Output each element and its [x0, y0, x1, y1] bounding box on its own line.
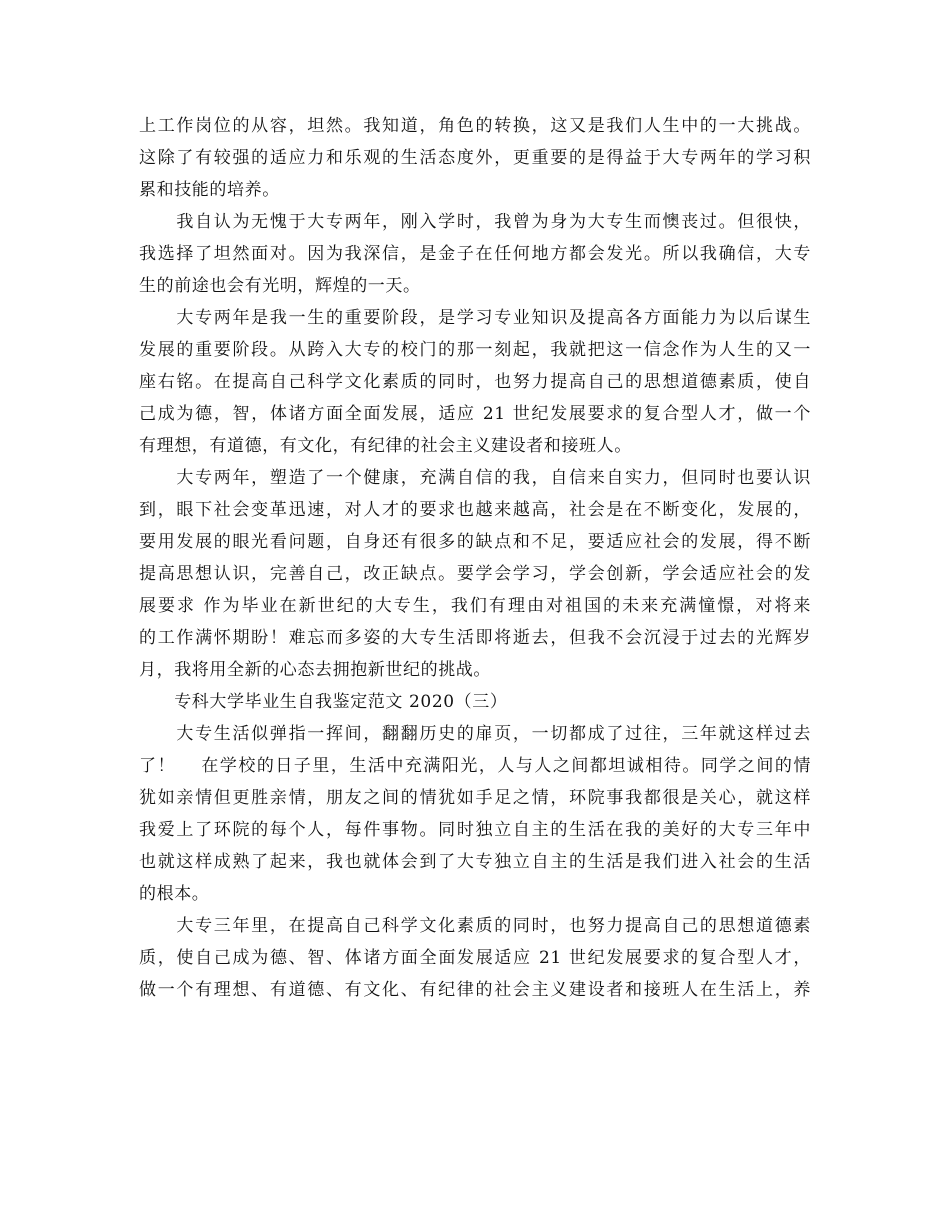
- text-line: 上工作岗位的从容，坦然。我知道，角色的转换，这又是我们人生中的一大挑战。: [139, 116, 811, 136]
- text-line: 我选择了坦然面对。因为我深信，是金子在任何地方都会发光。所以我确信，大专: [139, 244, 811, 264]
- text-line: 展要求 作为毕业在新世纪的大专生，我们有理由对祖国的未来充满憧憬，对将来: [139, 596, 811, 616]
- text-line: 也就这样成熟了起来，我也就体会到了大专独立自主的生活是我们进入社会的生活: [139, 852, 811, 872]
- text-line: 生的前途也会有光明，辉煌的一天。: [139, 276, 421, 296]
- text-line: 己成为德，智，体诸方面全面发展，适应 21 世纪发展要求的复合型人才，做一个: [139, 404, 811, 424]
- text-line: 我自认为无愧于大专两年，刚入学时，我曾为身为大专生而懊丧过。但很快，: [139, 212, 811, 232]
- text-line: 到，眼下社会变革迅速，对人才的要求也越来越高，社会是在不断变化，发展的，: [139, 500, 811, 520]
- text-line: 的根本。: [139, 884, 210, 904]
- text-line: 犹如亲情但更胜亲情，朋友之间的情犹如手足之情，环院事我都很是关心，就这样: [139, 788, 811, 808]
- text-line: 的工作满怀期盼！难忘而多姿的大专生活即将逝去，但我不会沉浸于过去的光辉岁: [139, 628, 811, 648]
- text-line: 大专两年，塑造了一个健康，充满自信的我，自信来自实力，但同时也要认识: [139, 468, 811, 488]
- text-line: 累和技能的培养。: [139, 180, 280, 200]
- text-line: 有理想，有道德，有文化，有纪律的社会主义建设者和接班人。: [139, 436, 632, 456]
- text-line: 提高思想认识，完善自己，改正缺点。要学会学习，学会创新，学会适应社会的发: [139, 564, 811, 584]
- document-body: [139, 110, 811, 1006]
- text-line: 大专生活似弹指一挥间，翻翻历史的扉页，一切都成了过往，三年就这样过去: [139, 724, 811, 744]
- text-line: 了！ 在学校的日子里，生活中充满阳光，人与人之间都坦诚相待。同学之间的情: [139, 756, 811, 776]
- text-line: 大专两年是我一生的重要阶段，是学习专业知识及提高各方面能力为以后谋生: [139, 308, 811, 328]
- text-line: 发展的重要阶段。从跨入大专的校门的那一刻起，我就把这一信念作为人生的又一: [139, 340, 811, 360]
- section-heading: 专科大学毕业生自我鉴定范文 2020（三）: [139, 692, 508, 712]
- text-line: 座右铭。在提高自己科学文化素质的同时，也努力提高自己的思想道德素质，使自: [139, 372, 811, 392]
- text-line: 质，使自己成为德、智、体诸方面全面发展适应 21 世纪发展要求的复合型人才，: [139, 948, 811, 968]
- text-line: 我爱上了环院的每个人，每件事物。同时独立自主的生活在我的美好的大专三年中: [139, 820, 811, 840]
- text-line: 做一个有理想、有道德、有文化、有纪律的社会主义建设者和接班人在生活上，养: [139, 980, 811, 1000]
- text-line: 月，我将用全新的心态去拥抱新世纪的挑战。: [139, 660, 491, 680]
- text-line: 这除了有较强的适应力和乐观的生活态度外，更重要的是得益于大专两年的学习积: [139, 148, 811, 168]
- text-line: 要用发展的眼光看问题，自身还有很多的缺点和不足，要适应社会的发展，得不断: [139, 532, 811, 552]
- text-line: 大专三年里，在提高自己科学文化素质的同时，也努力提高自己的思想道德素: [139, 916, 811, 936]
